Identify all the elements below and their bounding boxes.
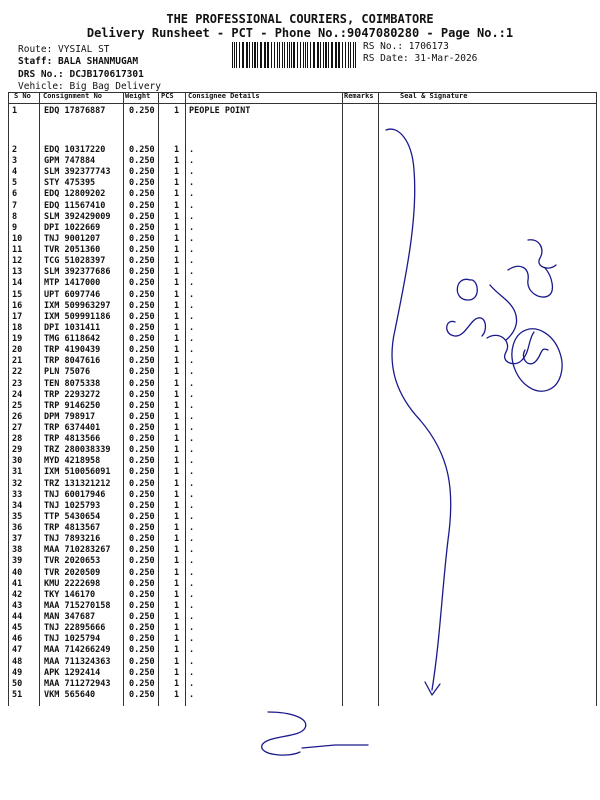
row-weight: 0.250 <box>129 656 155 667</box>
row-sno: 20 <box>12 345 23 356</box>
col-header-pcs: PCS <box>161 92 174 100</box>
row-pcs: 1 <box>174 500 180 511</box>
row-consignee-details: . <box>189 167 195 178</box>
row-sno: 10 <box>12 233 23 244</box>
row-consignment-no: TRP 6374401 <box>44 423 101 433</box>
row-sno: 15 <box>12 289 23 300</box>
row-consignee-details: . <box>189 634 195 645</box>
row-weight: 0.250 <box>129 467 155 478</box>
row-weight: 0.250 <box>129 211 155 222</box>
row-consignee-details: . <box>189 267 195 278</box>
row-sno: 31 <box>12 467 23 478</box>
row-consignee-details: . <box>189 222 195 233</box>
row-pcs: 1 <box>174 256 180 267</box>
row-sno: 44 <box>12 612 23 623</box>
row-weight: 0.250 <box>129 589 155 600</box>
row-consignment-no: DPI 1022669 <box>44 222 101 233</box>
row-sno: 11 <box>12 245 23 256</box>
row-pcs: 1 <box>174 634 180 645</box>
row-pcs: 1 <box>174 545 180 556</box>
row-consignee-details: . <box>189 456 195 467</box>
row-consignment-no: TNJ 1025794 <box>44 634 101 645</box>
row-sno: 30 <box>12 456 23 467</box>
row-consignee-details: . <box>189 445 195 456</box>
row-weight: 0.250 <box>129 478 155 489</box>
row-consignment-no: VKM 565640 <box>44 689 96 700</box>
row-pcs: 1 <box>174 345 180 356</box>
row-pcs: 1 <box>174 445 180 456</box>
row-pcs: 1 <box>174 178 180 189</box>
row-consignment-no: GPM 747884 <box>44 156 96 167</box>
row-consignment-no: MAA 715270158 <box>44 600 111 611</box>
row-consignment-no: IXM 509991186 <box>44 311 111 322</box>
row-consignee-details: . <box>189 689 195 700</box>
row-weight: 0.250 <box>129 145 155 155</box>
row-weight: 0.250 <box>129 367 155 378</box>
row-consignee-details: . <box>189 589 195 600</box>
row-consignee-details: . <box>189 389 195 400</box>
row-consignee-details: . <box>189 400 195 411</box>
row-pcs: 1 <box>174 200 180 211</box>
row-consignee-details: . <box>189 667 195 678</box>
row-sno: 34 <box>12 500 23 511</box>
row-sno: 8 <box>12 211 18 222</box>
row-consignment-no: IXM 509963297 <box>44 300 111 311</box>
row-consignee-details: . <box>189 311 195 322</box>
row-consignee-details: . <box>189 645 195 656</box>
row-consignment-no: TNJ 60017946 <box>44 489 106 500</box>
row-consignment-no: TNJ 1025793 <box>44 500 101 511</box>
row-sno: 19 <box>12 334 23 345</box>
row-consignment-no: TTP 5430654 <box>44 511 101 522</box>
row-consignment-no: TKY 146170 <box>44 589 96 600</box>
row-sno: 29 <box>12 445 23 456</box>
row-consignee-details: . <box>189 411 195 422</box>
row-consignment-no: APK 1292414 <box>44 667 101 678</box>
col-header-weight: Weight <box>125 92 151 100</box>
row-consignment-no: DPM 798917 <box>44 411 96 422</box>
row-consignment-no: KMU 2222698 <box>44 578 101 589</box>
row-weight: 0.250 <box>129 500 155 511</box>
row-weight: 0.250 <box>129 189 155 200</box>
row-pcs: 1 <box>174 600 180 611</box>
row-weight: 0.250 <box>129 445 155 456</box>
row-pcs: 1 <box>174 434 180 445</box>
row-pcs: 1 <box>174 400 180 411</box>
row-pcs: 1 <box>174 411 180 422</box>
row-consignment-no: TVR 2051360 <box>44 245 101 256</box>
row-consignee-details: . <box>189 556 195 567</box>
row-consignee-details: . <box>189 612 195 623</box>
row-consignee-details: . <box>189 523 195 534</box>
row-consignment-no: EDQ 17876887 <box>44 106 106 116</box>
row-sno: 39 <box>12 556 23 567</box>
row-consignment-no: STY 475395 <box>44 178 96 189</box>
row-consignee-details: . <box>189 478 195 489</box>
row-pcs: 1 <box>174 489 180 500</box>
row-weight: 0.250 <box>129 156 155 167</box>
row-sno: 51 <box>12 689 23 700</box>
row-sno: 3 <box>12 156 18 167</box>
row-consignment-no: MAA 711272943 <box>44 678 111 689</box>
row-weight: 0.250 <box>129 378 155 389</box>
row-pcs: 1 <box>174 322 180 333</box>
row-sno: 16 <box>12 300 23 311</box>
row-weight: 0.250 <box>129 311 155 322</box>
runsheet-title: Delivery Runsheet - PCT - Phone No.:9047080280 - Page No.:1 <box>86 26 514 40</box>
row-consignee-details: . <box>189 322 195 333</box>
row-consignment-no: TVR 2020653 <box>44 556 101 567</box>
row-consignment-no: MAA 710283267 <box>44 545 111 556</box>
row-weight: 0.250 <box>129 623 155 634</box>
row-consignment-no: TRZ 131321212 <box>44 478 111 489</box>
row-weight: 0.250 <box>129 233 155 244</box>
row-sno: 22 <box>12 367 23 378</box>
row-weight: 0.250 <box>129 334 155 345</box>
col-header-remarks: Remarks <box>344 92 374 100</box>
row-consignment-no: TVR 2020509 <box>44 567 101 578</box>
row-sno: 47 <box>12 645 23 656</box>
row-pcs: 1 <box>174 612 180 623</box>
row-weight: 0.250 <box>129 200 155 211</box>
row-pcs: 1 <box>174 378 180 389</box>
row-sno: 27 <box>12 423 23 433</box>
col-header-seal: Seal & Signature <box>400 92 468 100</box>
row-pcs: 1 <box>174 233 180 244</box>
row-consignment-no: TNJ 9001207 <box>44 233 101 244</box>
row-sno: 14 <box>12 278 23 289</box>
row-consignee-details: . <box>189 334 195 345</box>
row-consignment-no: TRZ 280038339 <box>44 445 111 456</box>
row-pcs: 1 <box>174 145 180 155</box>
row-consignment-no: EDQ 10317220 <box>44 145 106 155</box>
row-consignee-details: . <box>189 189 195 200</box>
row-consignment-no: IXM 510056091 <box>44 467 111 478</box>
row-consignment-no: MAA 711324363 <box>44 656 111 667</box>
row-consignee-details: . <box>189 378 195 389</box>
row-consignee-details: . <box>189 256 195 267</box>
row-weight: 0.250 <box>129 667 155 678</box>
row-weight: 0.250 <box>129 678 155 689</box>
row-consignment-no: TMG 6118642 <box>44 334 101 345</box>
row-sno: 4 <box>12 167 18 178</box>
row-pcs: 1 <box>174 211 180 222</box>
row-sno: 50 <box>12 678 23 689</box>
route-label: Route: VYSIAL ST <box>18 44 110 55</box>
row-consignment-no: TRP 2293272 <box>44 389 101 400</box>
row-consignee-details: . <box>189 345 195 356</box>
row-sno: 17 <box>12 311 23 322</box>
row-sno: 2 <box>12 145 18 155</box>
row-pcs: 1 <box>174 567 180 578</box>
row-sno: 18 <box>12 322 23 333</box>
col-header-consignment: Consignment No <box>43 92 103 100</box>
row-consignee-details: . <box>189 567 195 578</box>
row-sno: 49 <box>12 667 23 678</box>
row-sno: 43 <box>12 600 23 611</box>
row-weight: 0.250 <box>129 645 155 656</box>
row-sno: 41 <box>12 578 23 589</box>
row-sno: 6 <box>12 189 18 200</box>
row-weight: 0.250 <box>129 389 155 400</box>
row-pcs: 1 <box>174 534 180 545</box>
row-consignment-no: SLM 392377686 <box>44 267 111 278</box>
company-title: THE PROFESSIONAL COURIERS, COIMBATORE <box>166 12 434 26</box>
row-pcs: 1 <box>174 523 180 534</box>
row-pcs: 1 <box>174 578 180 589</box>
row-sno: 36 <box>12 523 23 534</box>
row-pcs: 1 <box>174 156 180 167</box>
staff-label: Staff: BALA SHANMUGAM <box>18 56 139 67</box>
row-consignee-details: . <box>189 211 195 222</box>
row-weight: 0.250 <box>129 567 155 578</box>
row-consignee-details: . <box>189 178 195 189</box>
row-consignee-details: . <box>189 489 195 500</box>
row-consignee-details: . <box>189 534 195 545</box>
row-pcs: 1 <box>174 689 180 700</box>
row-pcs: 1 <box>174 423 180 433</box>
row-weight: 0.250 <box>129 278 155 289</box>
drs-number: DRS No.: DCJB170617301 <box>18 69 144 80</box>
row-weight: 0.250 <box>129 600 155 611</box>
row-pcs: 1 <box>174 511 180 522</box>
row-weight: 0.250 <box>129 300 155 311</box>
row-consignment-no: MAN 347687 <box>44 612 96 623</box>
row-weight: 0.250 <box>129 106 155 116</box>
row-pcs: 1 <box>174 356 180 367</box>
row-pcs: 1 <box>174 589 180 600</box>
row-consignment-no: TNJ 22895666 <box>44 623 106 634</box>
row-sno: 28 <box>12 434 23 445</box>
row-consignment-no: TRP 8047616 <box>44 356 101 367</box>
row-sno: 24 <box>12 389 23 400</box>
row-weight: 0.250 <box>129 167 155 178</box>
row-sno: 38 <box>12 545 23 556</box>
row-consignment-no: TNJ 7893216 <box>44 534 101 545</box>
row-consignee-details: . <box>189 278 195 289</box>
row-weight: 0.250 <box>129 356 155 367</box>
row-consignee-details: PEOPLE POINT <box>189 106 251 116</box>
row-pcs: 1 <box>174 667 180 678</box>
row-pcs: 1 <box>174 467 180 478</box>
row-consignment-no: UPT 6097746 <box>44 289 101 300</box>
row-consignment-no: TRP 4813567 <box>44 523 101 534</box>
row-consignment-no: EDQ 11567410 <box>44 200 106 211</box>
row-pcs: 1 <box>174 389 180 400</box>
row-pcs: 1 <box>174 334 180 345</box>
row-consignee-details: . <box>189 511 195 522</box>
row-consignee-details: . <box>189 500 195 511</box>
row-weight: 0.250 <box>129 267 155 278</box>
row-sno: 7 <box>12 200 18 211</box>
row-pcs: 1 <box>174 300 180 311</box>
row-consignment-no: SLM 392377743 <box>44 167 111 178</box>
row-consignee-details: . <box>189 156 195 167</box>
row-sno: 13 <box>12 267 23 278</box>
row-weight: 0.250 <box>129 489 155 500</box>
row-consignee-details: . <box>189 356 195 367</box>
row-weight: 0.250 <box>129 400 155 411</box>
row-pcs: 1 <box>174 478 180 489</box>
row-sno: 46 <box>12 634 23 645</box>
row-weight: 0.250 <box>129 245 155 256</box>
row-sno: 1 <box>12 106 18 116</box>
row-weight: 0.250 <box>129 523 155 534</box>
row-weight: 0.250 <box>129 511 155 522</box>
col-header-consignee: Consignee Details <box>188 92 260 100</box>
row-consignee-details: . <box>189 656 195 667</box>
row-sno: 45 <box>12 623 23 634</box>
row-pcs: 1 <box>174 367 180 378</box>
row-pcs: 1 <box>174 245 180 256</box>
row-consignee-details: . <box>189 678 195 689</box>
row-pcs: 1 <box>174 623 180 634</box>
row-consignment-no: TEN 8075338 <box>44 378 101 389</box>
row-weight: 0.250 <box>129 222 155 233</box>
rs-number: RS No.: 1706173 <box>363 41 449 52</box>
row-weight: 0.250 <box>129 578 155 589</box>
col-header-sno: S No <box>14 92 31 100</box>
row-weight: 0.250 <box>129 556 155 567</box>
row-weight: 0.250 <box>129 256 155 267</box>
row-consignment-no: TRP 9146250 <box>44 400 101 411</box>
row-weight: 0.250 <box>129 178 155 189</box>
row-weight: 0.250 <box>129 434 155 445</box>
row-consignee-details: . <box>189 467 195 478</box>
row-consignee-details: . <box>189 600 195 611</box>
row-pcs: 1 <box>174 311 180 322</box>
row-sno: 26 <box>12 411 23 422</box>
row-sno: 40 <box>12 567 23 578</box>
row-weight: 0.250 <box>129 423 155 433</box>
row-consignee-details: . <box>189 289 195 300</box>
row-weight: 0.250 <box>129 534 155 545</box>
row-consignee-details: . <box>189 300 195 311</box>
row-sno: 5 <box>12 178 18 189</box>
rs-date: RS Date: 31-Mar-2026 <box>363 53 478 64</box>
row-weight: 0.250 <box>129 545 155 556</box>
row-weight: 0.250 <box>129 322 155 333</box>
row-pcs: 1 <box>174 222 180 233</box>
row-pcs: 1 <box>174 645 180 656</box>
row-pcs: 1 <box>174 289 180 300</box>
row-consignee-details: . <box>189 545 195 556</box>
row-sno: 42 <box>12 589 23 600</box>
row-consignment-no: MTP 1417000 <box>44 278 101 289</box>
row-consignee-details: . <box>189 245 195 256</box>
row-weight: 0.250 <box>129 689 155 700</box>
row-consignee-details: . <box>189 623 195 634</box>
row-consignment-no: TRP 4190439 <box>44 345 101 356</box>
row-consignee-details: . <box>189 578 195 589</box>
row-pcs: 1 <box>174 267 180 278</box>
row-sno: 48 <box>12 656 23 667</box>
row-consignment-no: DPI 1031411 <box>44 322 101 333</box>
row-consignment-no: SLM 392429009 <box>44 211 111 222</box>
row-weight: 0.250 <box>129 634 155 645</box>
row-sno: 25 <box>12 400 23 411</box>
row-pcs: 1 <box>174 556 180 567</box>
row-consignment-no: TCG 51028397 <box>44 256 106 267</box>
row-consignee-details: . <box>189 367 195 378</box>
row-pcs: 1 <box>174 189 180 200</box>
row-consignee-details: . <box>189 145 195 155</box>
row-consignment-no: TRP 4813566 <box>44 434 101 445</box>
row-sno: 33 <box>12 489 23 500</box>
row-consignment-no: MYD 4218958 <box>44 456 101 467</box>
row-pcs: 1 <box>174 656 180 667</box>
row-sno: 23 <box>12 378 23 389</box>
row-pcs: 1 <box>174 456 180 467</box>
row-pcs: 1 <box>174 106 180 116</box>
row-sno: 21 <box>12 356 23 367</box>
row-pcs: 1 <box>174 167 180 178</box>
row-sno: 12 <box>12 256 23 267</box>
row-consignee-details: . <box>189 233 195 244</box>
vehicle-label: Vehicle: Big Bag Delivery <box>18 81 161 92</box>
row-consignment-no: PLN 75076 <box>44 367 91 378</box>
row-pcs: 1 <box>174 278 180 289</box>
row-consignee-details: . <box>189 200 195 211</box>
row-sno: 32 <box>12 478 23 489</box>
row-weight: 0.250 <box>129 289 155 300</box>
row-sno: 35 <box>12 511 23 522</box>
row-pcs: 1 <box>174 678 180 689</box>
row-consignment-no: MAA 714266249 <box>44 645 111 656</box>
row-weight: 0.250 <box>129 456 155 467</box>
row-consignee-details: . <box>189 423 195 433</box>
row-sno: 9 <box>12 222 18 233</box>
row-weight: 0.250 <box>129 411 155 422</box>
row-weight: 0.250 <box>129 612 155 623</box>
row-consignment-no: EDQ 12809202 <box>44 189 106 200</box>
row-consignee-details: . <box>189 434 195 445</box>
row-weight: 0.250 <box>129 345 155 356</box>
row-sno: 37 <box>12 534 23 545</box>
